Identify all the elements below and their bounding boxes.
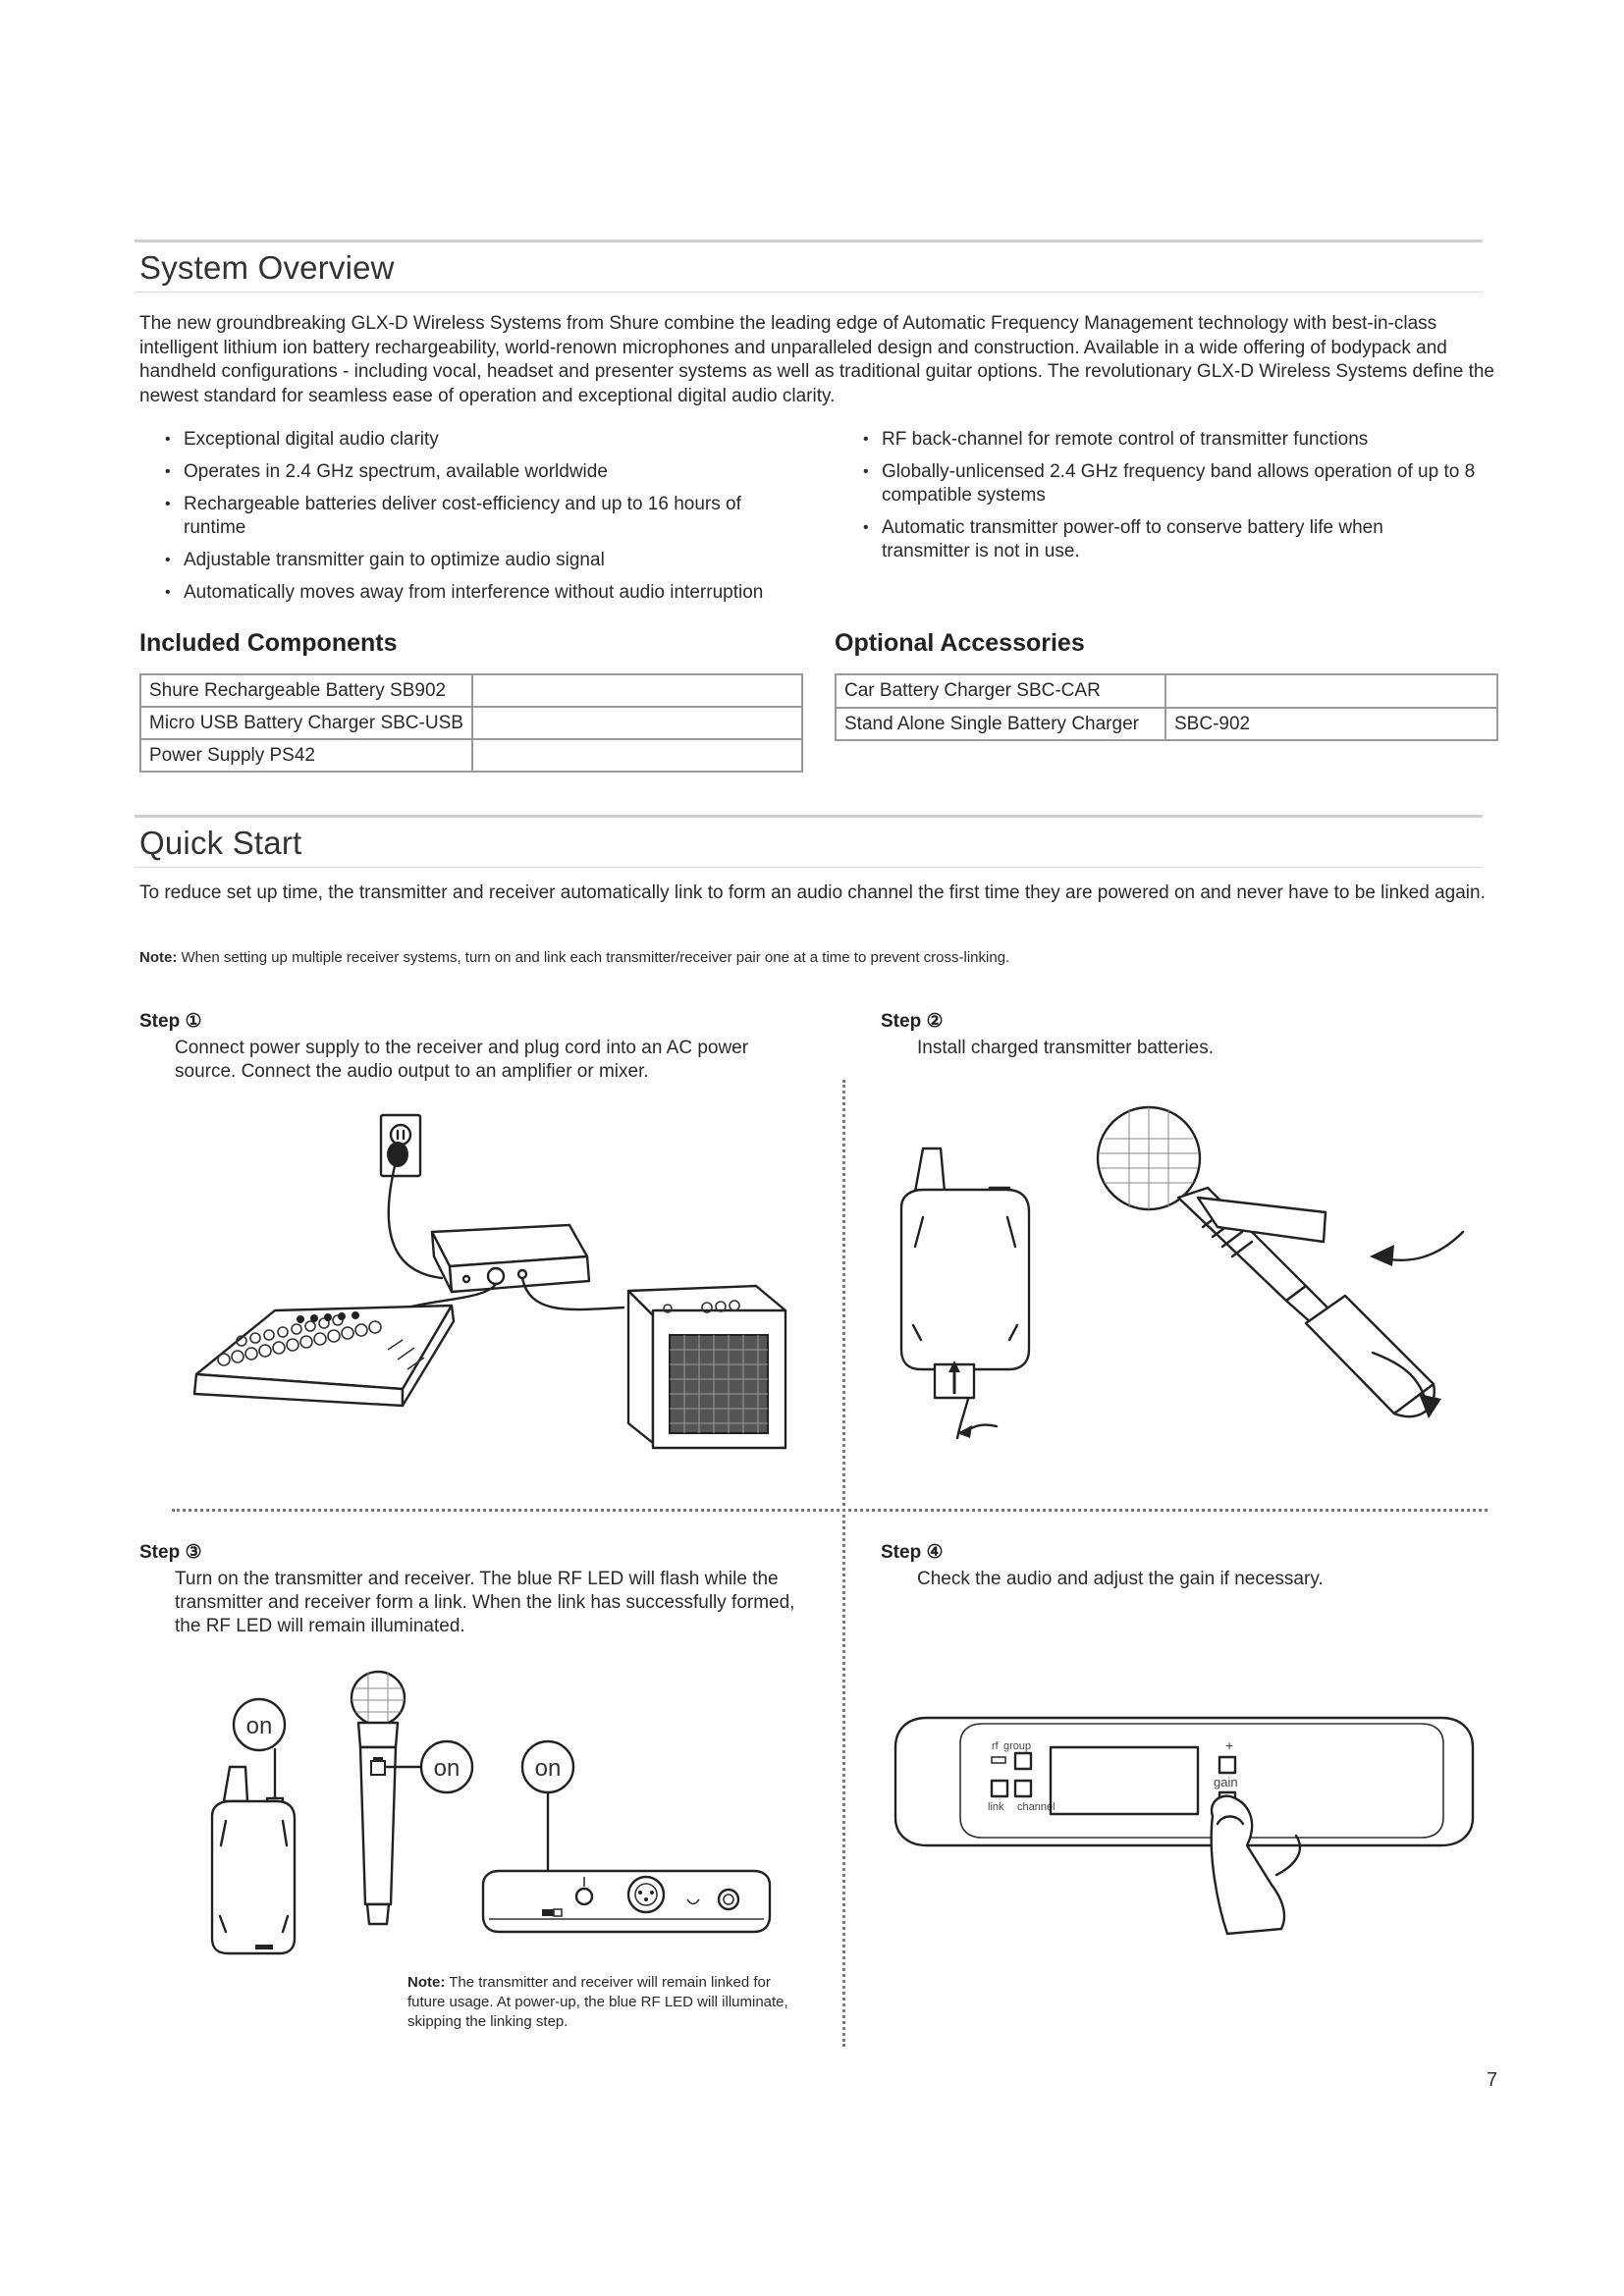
included-components-title: Included Components	[139, 629, 398, 657]
step4-illustration	[884, 1708, 1483, 1944]
section-rule-thin	[135, 292, 1483, 293]
note-label: Note:	[139, 949, 178, 966]
gain-label: gain	[1214, 1775, 1238, 1789]
list-item: • RF back-channel for remote control of transmitter functions	[858, 428, 1516, 452]
step-divider-horizontal	[172, 1509, 1488, 1512]
receiver-front-panel	[895, 1718, 1473, 1845]
optional-accessories-title: Optional Accessories	[835, 629, 1085, 657]
table-cell: Shure Rechargeable Battery SB902	[140, 674, 472, 707]
list-item: • Globally-unlicensed 2.4 GHz frequency band allows operation of up to 8 compatible systems	[858, 460, 1516, 507]
step1-illustration	[157, 1109, 825, 1463]
overview-intro: The new groundbreaking GLX-D Wireless Systems from Shure combine the leading edge of Automatic Frequency Management technology with best-in-class intelligent lithium ion battery rechargeability, world-renown microphones and unparalleled design and construction. Available in a wide offering of bodypack and handheld configurations - including vocal, headset and presenter systems as well as traditional guitar options. The revolutionary GLX-D Wireless Systems define the newest standard for seamless ease of operation and exceptional digital audio clarity.	[139, 313, 1494, 406]
gain-plus-label: +	[1225, 1737, 1234, 1753]
quick-start-intro: To reduce set up time, the transmitter and receiver automatically link to form an audio channel the first time they are powered on and never have to be linked again.	[139, 882, 1486, 903]
step-divider-vertical	[842, 1080, 845, 2047]
table-cell: Stand Alone Single Battery Charger	[836, 708, 1165, 740]
handheld-microphone	[352, 1672, 405, 1924]
section-rule-thin	[135, 867, 1483, 868]
list-item: • Automatic transmitter power-off to conserve battery life when transmitter is not in use.	[858, 516, 1451, 563]
receiver-unit	[432, 1225, 589, 1292]
table-cell: Micro USB Battery Charger SBC-USB	[140, 707, 472, 739]
channel-label: channel	[1017, 1801, 1056, 1813]
optional-accessories-table	[835, 673, 1498, 741]
page-number: 7	[1487, 2069, 1498, 2091]
table-cell: Car Battery Charger SBC-CAR	[836, 674, 1165, 708]
overview-bullets-left	[160, 428, 798, 614]
table-row	[140, 707, 802, 739]
step3-note	[407, 1973, 800, 2032]
step2-illustration	[884, 1099, 1492, 1463]
table-row	[140, 674, 802, 707]
table-cell	[1165, 674, 1497, 708]
list-item: • Operates in 2.4 GHz spectrum, available worldwide	[160, 460, 798, 484]
table-row	[140, 739, 802, 772]
included-components-table	[139, 673, 803, 773]
link-label: link	[988, 1801, 1004, 1813]
on-callout-label: on	[433, 1755, 460, 1782]
section-rule	[135, 240, 1483, 242]
receiver-unit	[483, 1871, 770, 1932]
table-cell: Power Supply PS42	[140, 739, 472, 772]
note-text: When setting up multiple receiver systems, turn on and link each transmitter/receiver pair one at a time to prevent cross-linking.	[181, 949, 1010, 966]
step2-text: Install charged transmitter batteries.	[917, 1038, 1215, 1058]
step4-heading: Step ④	[881, 1542, 944, 1563]
rf-label: rf	[992, 1740, 999, 1752]
note-label: Note:	[407, 1974, 446, 1991]
amplifier	[628, 1286, 785, 1448]
step3-heading: Step ③	[139, 1542, 202, 1563]
section-rule	[135, 815, 1483, 818]
step3-illustration	[196, 1659, 785, 1973]
step2-heading: Step ②	[881, 1011, 944, 1032]
step1-text: Connect power supply to the receiver and plug cord into an AC power source. Connect the audio output to an amplifier or mixer.	[175, 1038, 749, 1082]
system-overview-title: System Overview	[139, 249, 395, 286]
bodypack-transmitter	[212, 1767, 295, 1953]
table-cell	[472, 707, 802, 739]
bodypack-transmitter	[901, 1148, 1029, 1438]
table-cell	[472, 674, 802, 707]
list-item: • Adjustable transmitter gain to optimize audio signal	[160, 549, 798, 572]
table-row	[836, 708, 1497, 740]
table-cell: SBC-902	[1165, 708, 1497, 740]
step1-heading: Step ①	[139, 1011, 202, 1032]
quick-start-title: Quick Start	[139, 825, 302, 861]
step4-text: Check the audio and adjust the gain if necessary.	[917, 1569, 1324, 1589]
list-item: • Exceptional digital audio clarity	[160, 428, 798, 452]
list-item: • Rechargeable batteries deliver cost-efficiency and up to 16 hours of runtime	[160, 493, 783, 540]
on-callout-label: on	[245, 1713, 273, 1739]
table-row	[836, 674, 1497, 708]
list-item: • Automatically moves away from interference without audio interruption	[160, 581, 798, 605]
group-label: group	[1003, 1740, 1032, 1752]
table-cell	[472, 739, 802, 772]
step3-text: Turn on the transmitter and receiver. The blue RF LED will flash while the transmitter and receiver form a link. When the link has successfully formed, the RF LED will remain illuminated.	[175, 1569, 795, 1636]
note-text: The transmitter and receiver will remain linked for future usage. At power-up, the blue RF LED will illuminate, skipping the linking step.	[407, 1974, 788, 2030]
on-callout-label: on	[534, 1755, 562, 1782]
multi-receiver-note	[139, 949, 1494, 966]
mixer	[194, 1306, 454, 1406]
overview-bullets-right	[858, 428, 1516, 572]
